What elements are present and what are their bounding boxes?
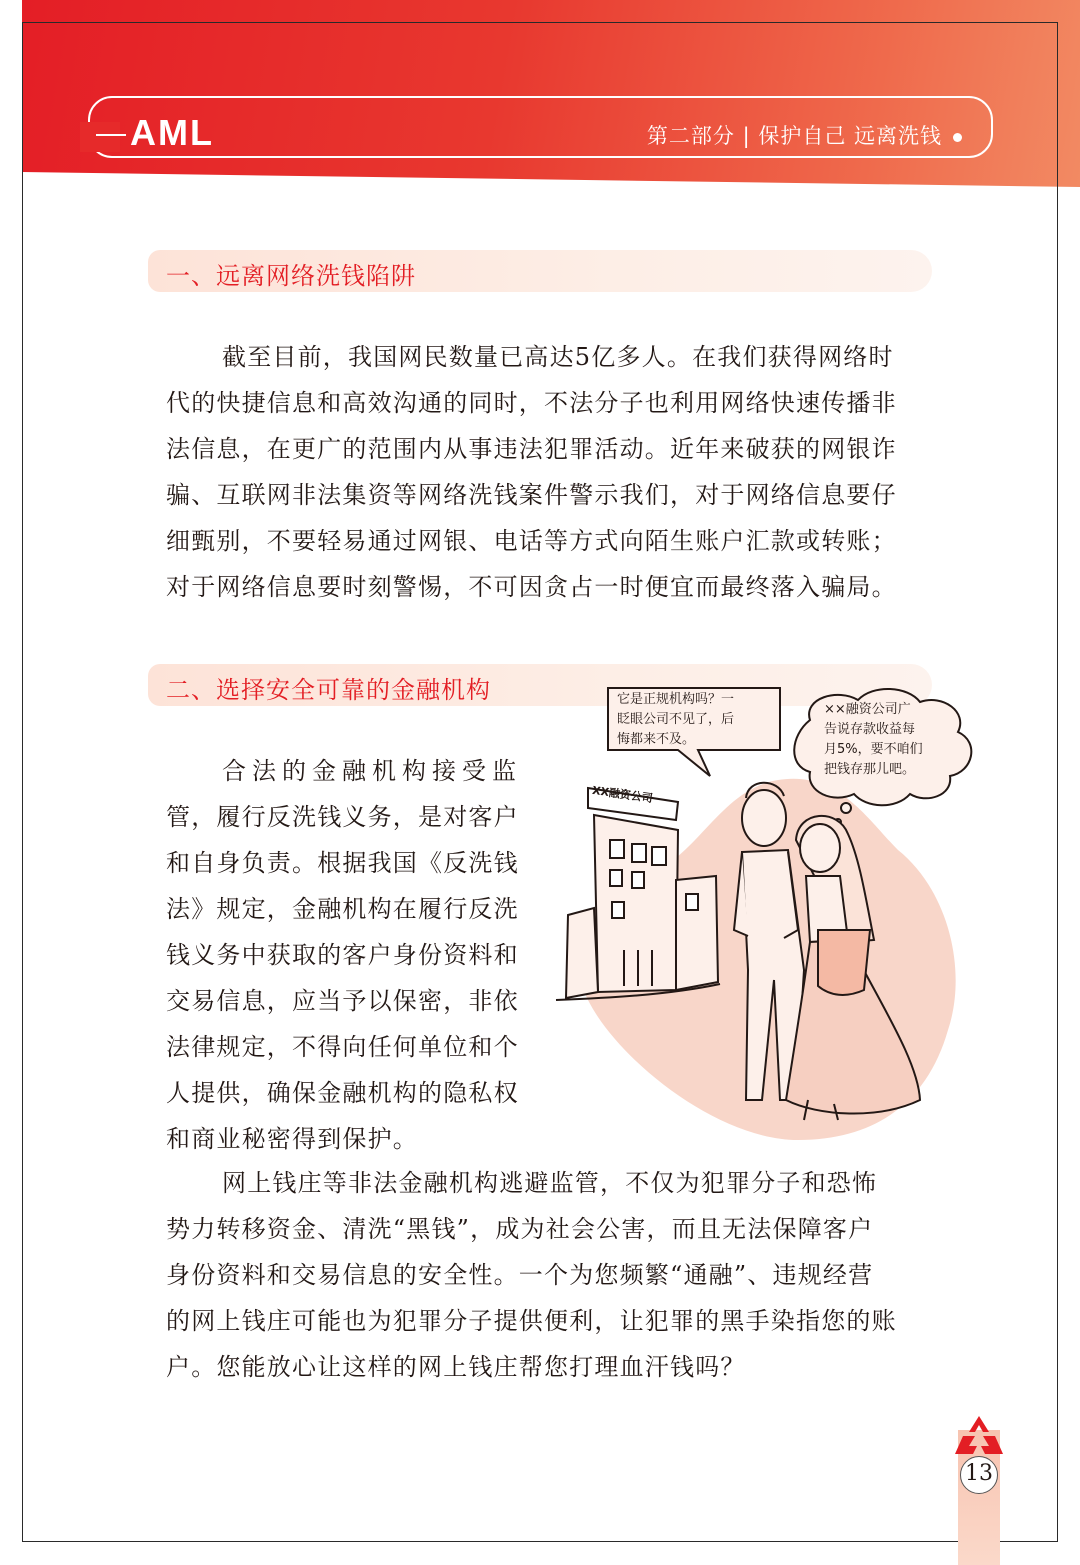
bubble-line: 把钱存那儿吧。 <box>824 762 916 777</box>
paragraph-line: 骗、互联网非法集资等网络洗钱案件警示我们，对于网络信息要仔 <box>166 481 897 509</box>
bubble-line: 告说存款收益每 <box>824 722 916 737</box>
section-2-heading: 二、选择安全可靠的金融机构 <box>166 676 491 704</box>
speech-bubble-text <box>617 690 767 750</box>
paragraph-line: 法信息，在更广的范围内从事违法犯罪活动。近年来破获的网银诈 <box>166 435 897 463</box>
paragraph-line: 的网上钱庄可能也为犯罪分子提供便利，让犯罪的黑手染指您的账 <box>166 1307 897 1335</box>
bubble-line: 它是正规机构吗？一 <box>617 692 735 707</box>
paragraph-line: 法律规定，不得向任何单位和个 <box>166 1033 519 1061</box>
paragraph-line: 细甄别，不要轻易通过网银、电话等方式向陌生账户汇款或转账； <box>166 527 897 555</box>
paragraph-line: 合法的金融机构接受监 <box>222 757 522 785</box>
bubble-line: 悔都来不及。 <box>617 732 696 747</box>
paragraph-line: 和自身负责。根据我国《反洗钱 <box>166 849 519 877</box>
section-2-paragraph-2 <box>166 1160 914 1390</box>
paragraph-line: 交易信息，应当予以保密，非依 <box>166 987 519 1015</box>
paragraph-line: 和商业秘密得到保护。 <box>166 1125 418 1153</box>
section-1-heading: 一、远离网络洗钱陷阱 <box>166 262 416 290</box>
paragraph-line: 管，履行反洗钱义务，是对客户 <box>166 803 519 831</box>
bubble-line: 月5%，要不咱们 <box>824 742 923 757</box>
paragraph-line: 网上钱庄等非法金融机构逃避监管，不仅为犯罪分子和恐怖 <box>222 1169 878 1197</box>
section-1-paragraph <box>166 334 914 610</box>
bubble-line: 眨眼公司不见了，后 <box>617 712 735 727</box>
page-number: 13 <box>965 1461 993 1486</box>
paragraph-line: 截至目前，我国网民数量已高达5亿多人。在我们获得网络时 <box>222 343 894 371</box>
paragraph-line: 法》规定，金融机构在履行反洗 <box>166 895 519 923</box>
bubble-line: ××融资公司广 <box>824 702 911 717</box>
paragraph-line: 势力转移资金、清洗“黑钱”，成为社会公害，而且无法保障客户 <box>166 1215 874 1243</box>
building <box>566 788 718 998</box>
building-sign: XX融资公司 <box>591 783 654 806</box>
paragraph-line: 户。您能放心让这样的网上钱庄帮您打理血汗钱吗？ <box>166 1353 746 1381</box>
paragraph-line: 对于网络信息要时刻警惕，不可因贪占一时便宜而最终落入骗局。 <box>166 573 897 601</box>
part-title: 第二部分 | 保护自己 远离洗钱 <box>646 124 942 148</box>
paragraph-line: 钱义务中获取的客户身份资料和 <box>166 941 519 969</box>
bank-logo-icon <box>953 1414 1005 1460</box>
paragraph-line: 身份资料和交易信息的安全性。一个为您频繁“通融”、违规经营 <box>166 1261 874 1289</box>
paragraph-line: 人提供，确保金融机构的隐私权 <box>166 1079 519 1107</box>
thought-bubble-text <box>824 700 952 780</box>
section-2-paragraph-1 <box>166 748 526 1162</box>
aml-logo: AML <box>130 112 214 153</box>
paragraph-line: 代的快捷信息和高效沟通的同时，不法分子也利用网络快速传播非 <box>166 389 897 417</box>
